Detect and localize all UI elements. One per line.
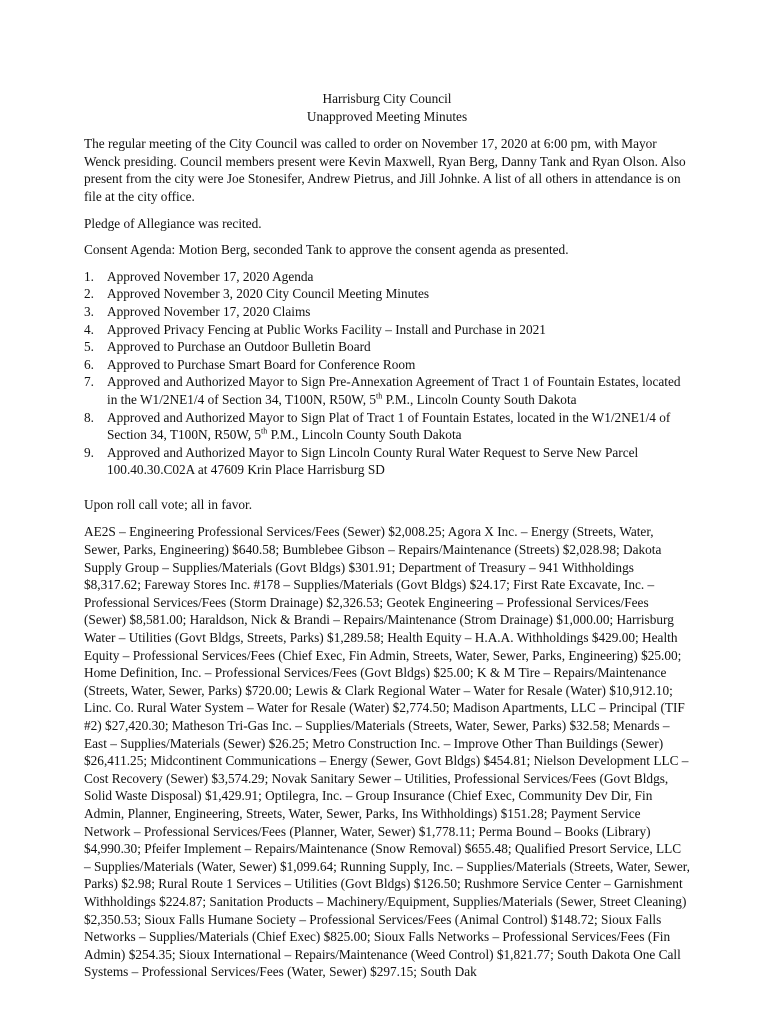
agenda-item-number: 7. xyxy=(84,374,94,390)
agenda-item xyxy=(84,321,690,339)
consent-paragraph: Consent Agenda: Motion Berg, seconded Tank to approve the consent agenda as presented. xyxy=(84,242,569,258)
agenda-item-number: 2. xyxy=(84,286,94,302)
agenda-item-text: Approved Privacy Fencing at Public Works Facility – Install and Purchase in 2021 xyxy=(107,321,546,337)
agenda-item-text-pre: Approved and Authorized Mayor to Sign Pre-Annexation Agreement of Tract 1 of Fountain Estates, located in the W1/2NE1/4 of Section 34, T100N, R50W, 5 xyxy=(107,374,681,407)
agenda-item-number: 1. xyxy=(84,268,94,284)
agenda-item xyxy=(84,409,690,444)
agenda-item-text: Approved to Purchase an Outdoor Bulletin Board xyxy=(107,339,371,355)
ordinal-suffix: th xyxy=(261,426,268,436)
agenda-item xyxy=(84,285,690,303)
pledge-paragraph: Pledge of Allegiance was recited. xyxy=(84,215,262,231)
agenda-item xyxy=(84,373,690,408)
agenda-item-text: Approved and Authorized Mayor to Sign Lincoln County Rural Water Request to Serve New Parcel 100.40.30.C02A at 47609 Krin Place Harrisburg SD xyxy=(107,444,639,478)
claims-paragraph: AE2S – Engineering Professional Services/Fees (Sewer) $2,008.25; Agora X Inc. – Energy (Streets, Water, Sewer, Parks, Engineering) $640.58; Bumblebee Gibson – Repairs/Maintenance (Streets) $2,028.98; Dakota Supply Group – Supplies/Materials (Govt Bldgs) $301.91; Department of Treasury – 941 Withholdings $8,317.62; Fareway Stores Inc. #178 – Supplies/Materials (Govt Bldgs) $24.17; First Rate Excavate, Inc. – Professional Services/Fees (Storm Drainage) $2,326.53; Geotek Engineering – Professional Services/Fees (Sewer) $8,581.00; Haraldson, Nick & Brandi – Repairs/Maintenance (Strom Drainage) $1,000.00; Harrisburg Water – Utilities (Govt Bldgs, Streets, Parks) $1,289.58; Health Equity – H.A.A. Withholdings $429.00; Health Equity – Professional Services/Fees (Chief Exec, Fin Admin, Streets, Water, Sewer, Parks, Engineering) $25.00; Home Definition, Inc. – Professional Services/Fees (Govt Bldgs) $25.00; K & M Tire – Repairs/Maintenance (Streets, Water, Sewer, Parks) $720.00; Lewis & Clark Regional Water – Water for Resale (Water) $10,912.10; Linc. Co. Rural Water System – Water for Resale (Water) $2,774.50; Madison Apartments, LLC – Principal (TIF #2) $27,420.30; Matheson Tri-Gas Inc. – Supplies/Materials (Streets, Water, Sewer, Parks) $32.58; Menards – East – Supplies/Materials (Sewer) $26.25; Metro Construction Inc. – Improve Other Than Buildings (Sewer) $26,411.25; Midcontinent Communications – Energy (Sewer, Govt Bldgs) $454.81; Nielson Development LLC – Cost Recovery (Sewer) $3,574.29; Novak Sanitary Sewer – Utilities, Professional Services/Fees (Govt Bldgs, Solid Waste Disposal) $1,429.91; Optilegra, Inc. – Group Insurance (Chief Exec, Community Dev Dir, Fin Admin, Planner, Engineering, Streets, Water, Sewer, Parks, Ins Withholdings) $151.28; Payment Service Network – Professional Services/Fees (Planner, Water, Sewer) $1,778.11; Perma Bound – Books (Library) $4,990.30; Pfeifer Implement – Repairs/Maintenance (Snow Removal) $655.48; Qualified Presort Service, LLC – Supplies/Materials (Water, Sewer) $1,099.64; Running Supply, Inc. – Supplies/Materials (Streets, Water, Sewer, Parks) $2.98; Rural Route 1 Services – Utilities (Govt Bldgs) $126.50; Rushmore Service Center – Garnishment Withholdings $224.87; Sanitation Products – Machinery/Equipment, Supplies/Materials (Sewer, Street Cleaning) $2,350.53; Sioux Falls Humane Society – Professional Services/Fees (Animal Control) $148.72; Sioux Falls Networks – Supplies/Materials (Chief Exec) $825.00; Sioux Falls Networks – Professional Services/Fees (Fin Admin) $254.35; Sioux International – Repairs/Maintenance (Weed Control) $1,821.77; South Dakota One Call Systems – Professional Services/Fees (Water, Sewer) $297.15; South Dak xyxy=(84,524,690,980)
agenda-item-number: 3. xyxy=(84,303,94,319)
document-page xyxy=(84,90,690,981)
agenda-item xyxy=(84,338,690,356)
agenda-item-text: Approved to Purchase Smart Board for Conference Room xyxy=(107,356,416,372)
agenda-list xyxy=(84,268,690,479)
agenda-item-text: Approved November 17, 2020 Claims xyxy=(107,303,311,319)
agenda-item-number: 6. xyxy=(84,356,94,372)
agenda-item xyxy=(84,356,690,374)
agenda-item-text-post: P.M., Lincoln County South Dakota xyxy=(382,391,577,407)
ordinal-suffix: th xyxy=(376,391,383,401)
roll-call-paragraph: Upon roll call vote; all in favor. xyxy=(84,496,253,512)
agenda-item-number: 4. xyxy=(84,321,94,337)
agenda-item xyxy=(84,303,690,321)
agenda-item-number: 9. xyxy=(84,444,94,460)
agenda-item-text: Approved November 3, 2020 City Council Meeting Minutes xyxy=(107,286,430,302)
agenda-item-text: Approved November 17, 2020 Agenda xyxy=(107,268,314,284)
agenda-item-number: 8. xyxy=(84,409,94,425)
intro-paragraph: The regular meeting of the City Council was called to order on November 17, 2020 at 6:00 pm, with Mayor Wenck presiding. Council members present were Kevin Maxwell, Ryan Berg, Danny Tank and Ryan Olson. Also present from the city were Joe Stonesifer, Andrew Pietrus, and Jill Johnke. A list of all others in attendance is on file at the city office. xyxy=(84,136,686,204)
document-title: Unapproved Meeting Minutes xyxy=(306,108,468,124)
agenda-item xyxy=(84,444,690,479)
agenda-item-text-post: P.M., Lincoln County South Dakota xyxy=(267,427,462,443)
council-name: Harrisburg City Council xyxy=(322,91,452,106)
agenda-item xyxy=(84,268,690,286)
agenda-item-number: 5. xyxy=(84,339,94,355)
agenda-item-text-pre: Approved and Authorized Mayor to Sign Plat of Tract 1 of Fountain Estates, located in the W1/2NE1/4 of Section 34, T100N, R50W, 5 xyxy=(107,409,671,443)
